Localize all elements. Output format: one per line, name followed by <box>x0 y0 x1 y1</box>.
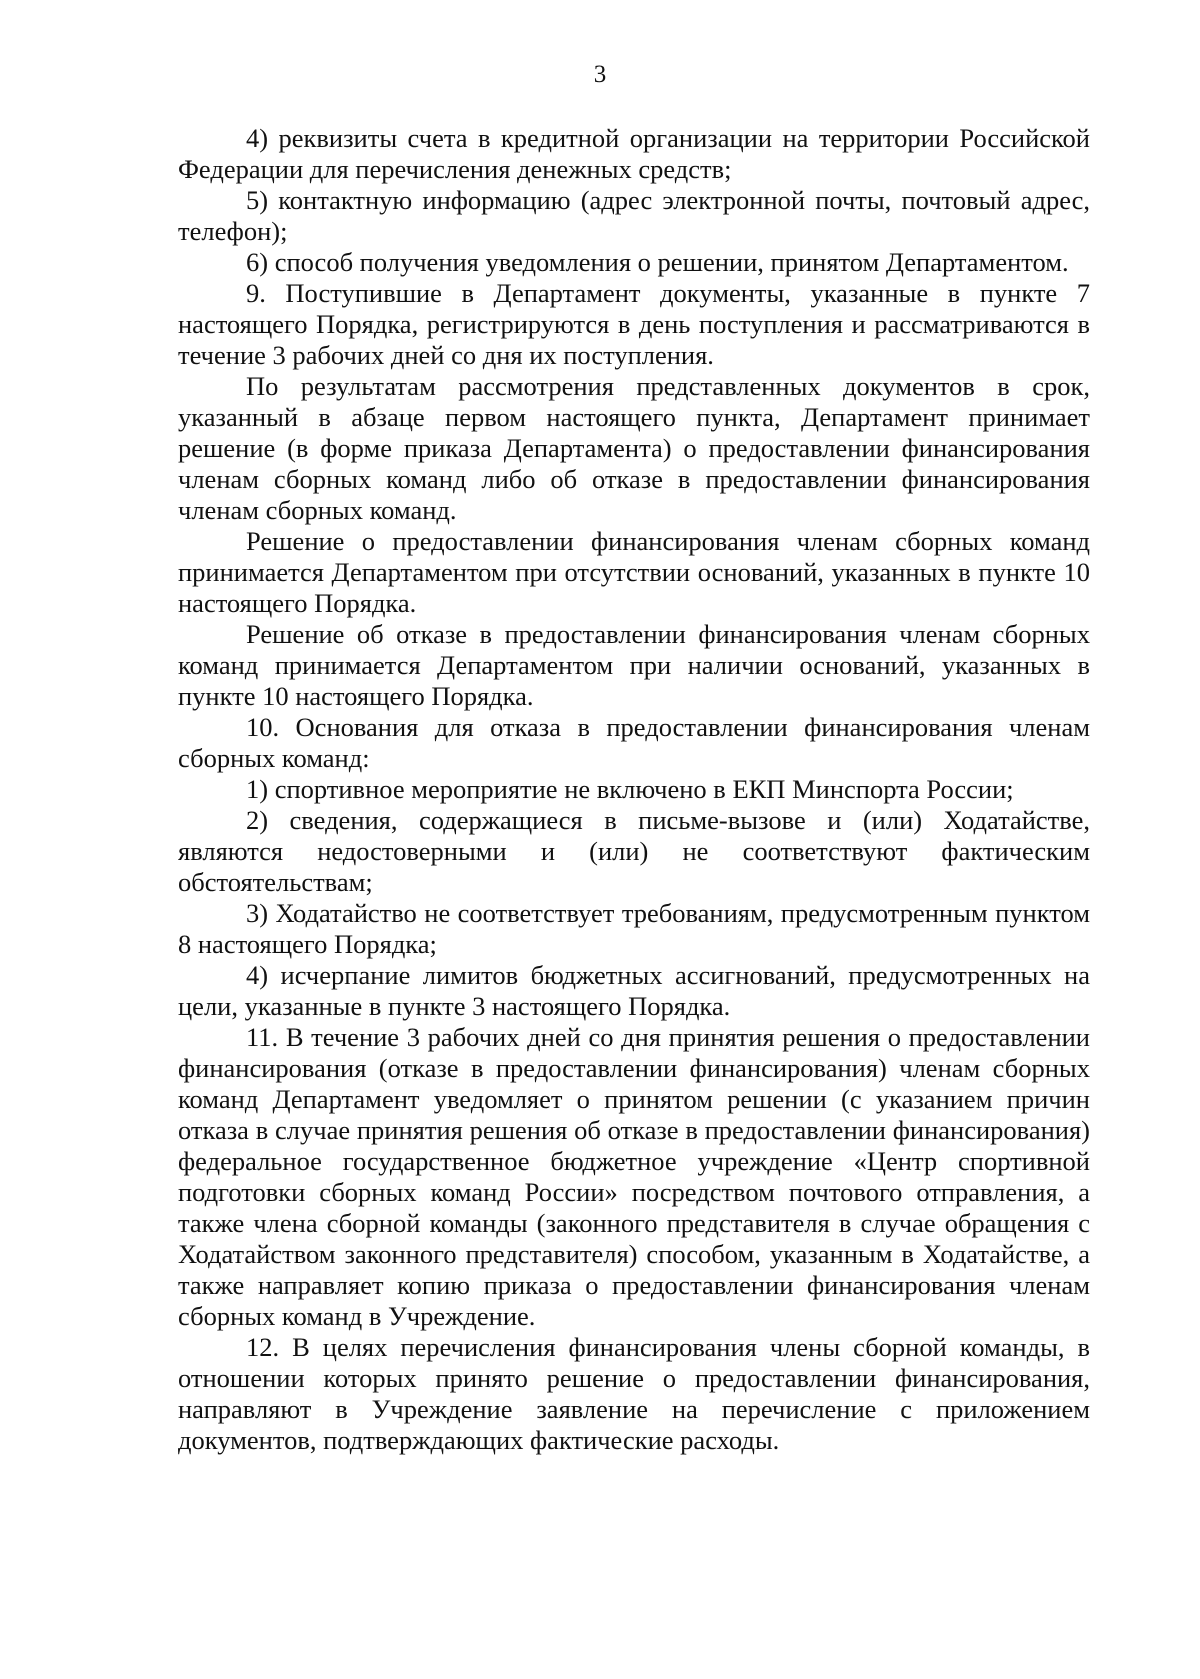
paragraph-item-5-contact-info: 5) контактную информацию (адрес электронной почты, почтовый адрес, телефон); <box>178 185 1090 246</box>
paragraph-clause-9-review-results: По результатам рассмотрения представленных документов в срок, указанный в абзаце первом настоящего пункта, Департамент принимает решение (в форме приказа Департамента) о предоставлении финансирования членам сборных команд либо об отказе в предоставлении финансирования членам сборных команд. <box>178 371 1090 525</box>
paragraph-clause-12: 12. В целях перечисления финансирования члены сборной команды, в отношении которых принято решение о предоставлении финансирования, направляют в Учреждение заявление на перечисление с приложением документов, подтверждающих фактические расходы. <box>178 1332 1090 1455</box>
paragraph-item-6-notification-method: 6) способ получения уведомления о решении, принятом Департаментом. <box>246 247 1069 277</box>
paragraph-clause-10-item-1: 1) спортивное мероприятие не включено в ЕКП Минспорта России; <box>246 774 1014 804</box>
paragraph-clause-10-item-4: 4) исчерпание лимитов бюджетных ассигнований, предусмотренных на цели, указанные в пункте 3 настоящего Порядка. <box>178 960 1090 1021</box>
page-number: 3 <box>593 61 607 88</box>
paragraph-clause-9-refusal-decision: Решение об отказе в предоставлении финансирования членам сборных команд принимается Департаментом при наличии оснований, указанных в пункте 10 настоящего Порядка. <box>178 619 1090 711</box>
paragraph-clause-10-item-3: 3) Ходатайство не соответствует требованиям, предусмотренным пунктом 8 настоящего Порядка; <box>178 898 1090 959</box>
paragraph-item-4-bank-details: 4) реквизиты счета в кредитной организации на территории Российской Федерации для перечисления денежных средств; <box>178 123 1090 184</box>
paragraph-clause-10: 10. Основания для отказа в предоставлении финансирования членам сборных команд: <box>178 712 1090 773</box>
paragraph-clause-11: 11. В течение 3 рабочих дней со дня принятия решения о предоставлении финансирования (отказе в предоставлении финансирования) членам сборных команд Департамент уведомляет о принятом решении (с указанием причин отказа в случае принятия решения об отказе в предоставлении финансирования) федеральное государственное бюджетное учреждение «Центр спортивной подготовки сборных команд России» посредством почтового отправления, а также члена сборной команды (законного представителя в случае обращения с Ходатайством законного представителя) способом, указанным в Ходатайстве, а также направляет копию приказа о предоставлении финансирования членам сборных команд в Учреждение. <box>178 1022 1090 1331</box>
paragraph-clause-9-grant-decision: Решение о предоставлении финансирования членам сборных команд принимается Департаментом при отсутствии оснований, указанных в пункте 10 настоящего Порядка. <box>178 526 1090 618</box>
paragraph-clause-9: 9. Поступившие в Департамент документы, указанные в пункте 7 настоящего Порядка, регистрируются в день поступления и рассматриваются в течение 3 рабочих дней со дня их поступления. <box>178 278 1090 370</box>
document-body <box>178 123 1090 1456</box>
paragraph-clause-10-item-2: 2) сведения, содержащиеся в письме-вызове и (или) Ходатайстве, являются недостоверными и (или) не соответствуют фактическим обстоятельствам; <box>178 805 1090 897</box>
